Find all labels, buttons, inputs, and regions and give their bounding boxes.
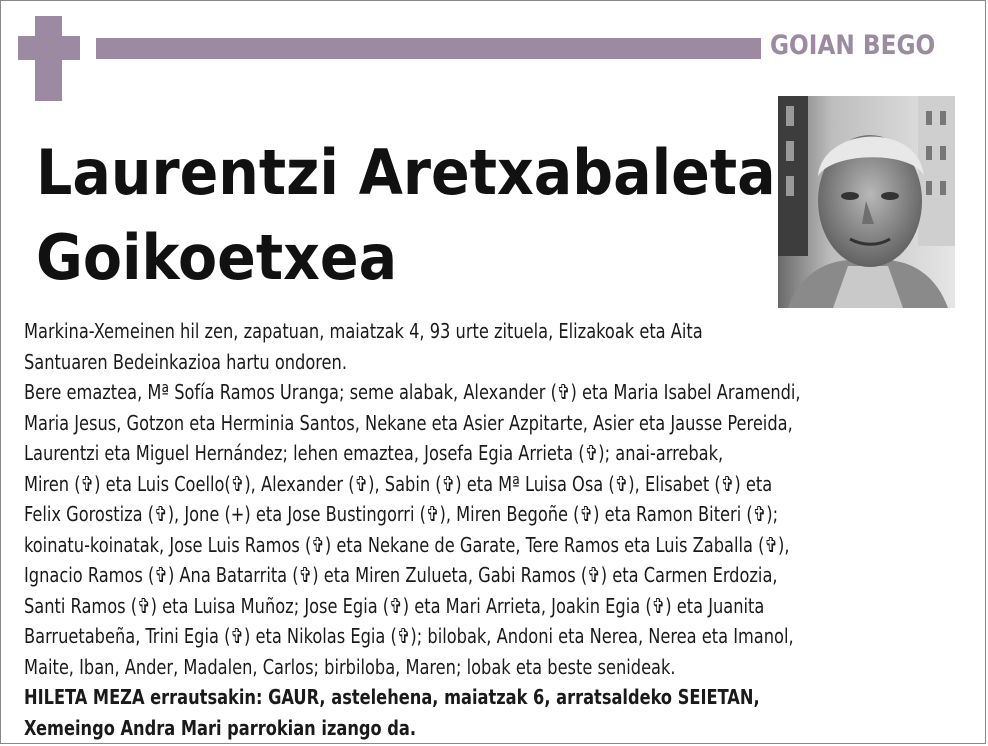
header-band (96, 38, 761, 59)
body-line: Maria Jesus, Gotzon eta Herminia Santos, Nekane eta Asier Azpitarte, Asier eta Jausse Pereida, (24, 410, 793, 435)
deceased-name (36, 130, 776, 300)
portrait-photo (778, 96, 955, 308)
body-line: Markina-Xemeinen hil zen, zapatuan, maiatzak 4, 93 urte zituela, Elizakoak eta Aita (24, 319, 703, 343)
header-label: GOIAN BEGO (770, 30, 936, 61)
name-line-1: Laurentzi Aretxabaleta (36, 136, 776, 209)
body-line: Laurentzi eta Miguel Hernández; lehen emaztea, Josefa Egia Arrieta (✞); anai-arrebak, (24, 441, 724, 465)
portrait-photo-drawing (778, 96, 955, 308)
body-line: Santuaren Bedeinkazioa hartu ondoren. (24, 349, 347, 374)
cross-icon-horizontal (18, 36, 80, 60)
body-line: Maite, Iban, Ander, Madalen, Carlos; birbiloba, Maren; lobak eta beste senideak. (24, 654, 676, 679)
body-line: Felix Gorostiza (✞), Jone (+) eta Jose Bustingorri (✞), Miren Begoñe (✞) eta Ramon Biteri (✞); (24, 502, 779, 526)
notice-body (24, 316, 964, 743)
body-line: Ignacio Ramos (✞) Ana Batarrita (✞) eta Miren Zulueta, Gabi Ramos (✞) eta Carmen Erdozia, (24, 563, 778, 587)
body-line: Miren (✞) eta Luis Coello(✞), Alexander (✞), Sabin (✞) eta Mª Luisa Osa (✞), Elisabet (✞) eta (24, 471, 773, 496)
funeral-info-line-1: HILETA MEZA errautsakin: GAUR, astelehena, maiatzak 6, arratsaldeko SEIETAN, (24, 685, 760, 709)
body-line: koinatu-koinatak, Jose Luis Ramos (✞) eta Nekane de Garate, Tere Ramos eta Luis Zaballa (✞), (24, 532, 790, 557)
body-line: Barruetabeña, Trini Egia (✞) eta Nikolas Egia (✞); bilobak, Andoni eta Nerea, Nerea eta Imanol, (24, 624, 794, 648)
funeral-info-line-2: Xemeingo Andra Mari parrokian izango da. (24, 715, 417, 740)
body-line: Bere emaztea, Mª Sofía Ramos Uranga; seme alabak, Alexander (✞) eta Maria Isabel Aramendi, (24, 380, 801, 404)
body-line: Santi Ramos (✞) eta Luisa Muñoz; Jose Egia (✞) eta Mari Arrieta, Joakin Egia (✞) eta Juanita (24, 593, 765, 618)
name-line-2: Goikoetxea (36, 221, 398, 294)
